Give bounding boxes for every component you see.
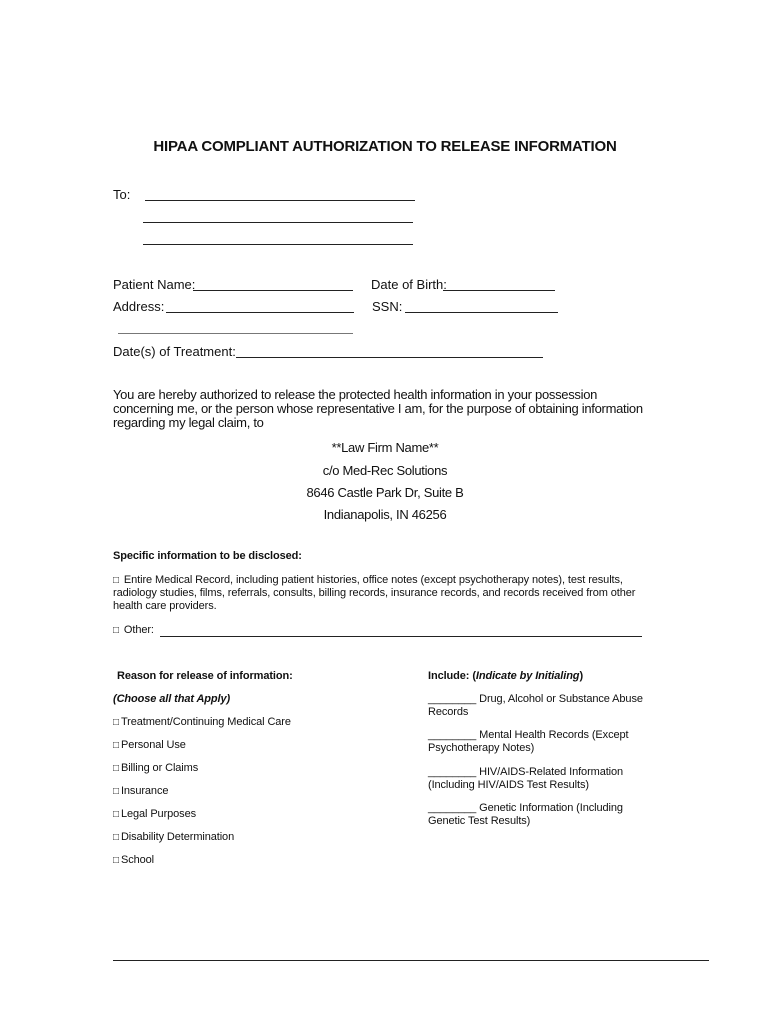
dates-label: Date(s) of Treatment:	[113, 344, 236, 359]
include-heading-prefix: Include: (	[428, 670, 476, 682]
include-heading-suffix: )	[579, 670, 584, 682]
include-label: HIV/AIDS-Related Information (Including HIV/AIDS Test Results)	[428, 766, 624, 791]
entire-record-text: Entire Medical Record, including patient histories, office notes (except psychotherapy notes), test results, radiology studies, films, referrals, consults, billing records, insurance records, and records received from other health care providers.	[113, 574, 636, 612]
reason-option[interactable]	[113, 808, 196, 820]
checkbox-icon[interactable]: □	[113, 809, 119, 820]
checkbox-icon[interactable]: □	[113, 855, 119, 866]
recipient-line-1: **Law Firm Name**	[331, 440, 439, 455]
patient-name-label: Patient Name:	[113, 277, 196, 292]
patient-name-field[interactable]	[193, 290, 353, 291]
reason-option[interactable]	[113, 831, 234, 843]
choose-label: (Choose all that Apply)	[113, 693, 231, 705]
checkbox-icon[interactable]: □	[113, 575, 119, 586]
include-heading-italic: Indicate by Initialing	[475, 670, 580, 682]
initial-blank[interactable]: ________	[428, 766, 477, 778]
include-label: Genetic Information (Including Genetic Test Results)	[428, 802, 623, 827]
checkbox-icon[interactable]: □	[113, 832, 119, 843]
reason-label: Personal Use	[120, 739, 186, 751]
ssn-label: SSN:	[372, 299, 403, 314]
recipient-line-2: c/o Med-Rec Solutions	[322, 463, 448, 478]
include-option[interactable]	[428, 766, 653, 792]
bottom-divider	[113, 960, 709, 961]
address-field[interactable]	[166, 312, 354, 313]
dob-field[interactable]	[443, 290, 555, 291]
dates-field[interactable]	[236, 357, 543, 358]
initial-blank[interactable]: ________	[428, 729, 477, 741]
reason-label: School	[120, 854, 154, 866]
include-option[interactable]	[428, 802, 653, 828]
reason-option[interactable]	[113, 785, 168, 797]
reason-option[interactable]	[113, 716, 291, 728]
reason-label: Legal Purposes	[120, 808, 196, 820]
checkbox-icon[interactable]: □	[113, 625, 119, 636]
checkbox-icon[interactable]: □	[113, 717, 119, 728]
reason-option[interactable]	[113, 739, 186, 751]
to-label: To:	[113, 187, 131, 202]
include-label: Drug, Alcohol or Substance Abuse Records	[428, 693, 643, 718]
checkbox-icon[interactable]: □	[113, 786, 119, 797]
recipient-line-4: Indianapolis, IN 46256	[323, 507, 447, 522]
other-label: Other:	[123, 624, 154, 636]
reason-option[interactable]	[113, 762, 198, 774]
address-label: Address:	[113, 299, 165, 314]
checkbox-icon[interactable]: □	[113, 740, 119, 751]
reason-label: Treatment/Continuing Medical Care	[120, 716, 291, 728]
dob-label: Date of Birth:	[371, 277, 447, 292]
initial-blank[interactable]: ________	[428, 802, 477, 814]
entire-record-option[interactable]	[113, 574, 653, 613]
recipient-line-3: 8646 Castle Park Dr, Suite B	[306, 485, 464, 500]
to-line-2[interactable]	[143, 222, 413, 223]
to-line-1[interactable]	[145, 200, 415, 201]
authorization-text: You are hereby authorized to release the protected health information in your possession concerning me, or the person whose representative I am, for the purpose of obtaining information regarding my legal claim, to	[113, 387, 643, 430]
checkbox-icon[interactable]: □	[113, 763, 119, 774]
to-line-3[interactable]	[143, 244, 413, 245]
initial-blank[interactable]: ________	[428, 693, 477, 705]
reason-label: Insurance	[120, 785, 169, 797]
reason-label: Disability Determination	[120, 831, 235, 843]
include-heading	[428, 670, 583, 682]
reason-label: Billing or Claims	[120, 762, 199, 774]
other-field[interactable]	[160, 636, 642, 637]
page-title: HIPAA COMPLIANT AUTHORIZATION TO RELEASE INFORMATION	[153, 138, 617, 155]
other-option[interactable]	[113, 624, 154, 636]
include-option[interactable]	[428, 693, 653, 719]
include-option[interactable]	[428, 729, 653, 755]
reason-option[interactable]	[113, 854, 154, 866]
specific-heading: Specific information to be disclosed:	[113, 550, 302, 562]
include-label: Mental Health Records (Except Psychotherapy Notes)	[428, 729, 629, 754]
ssn-field[interactable]	[405, 312, 558, 313]
reason-heading: Reason for release of information:	[117, 670, 293, 682]
address-line-2[interactable]	[118, 333, 353, 334]
